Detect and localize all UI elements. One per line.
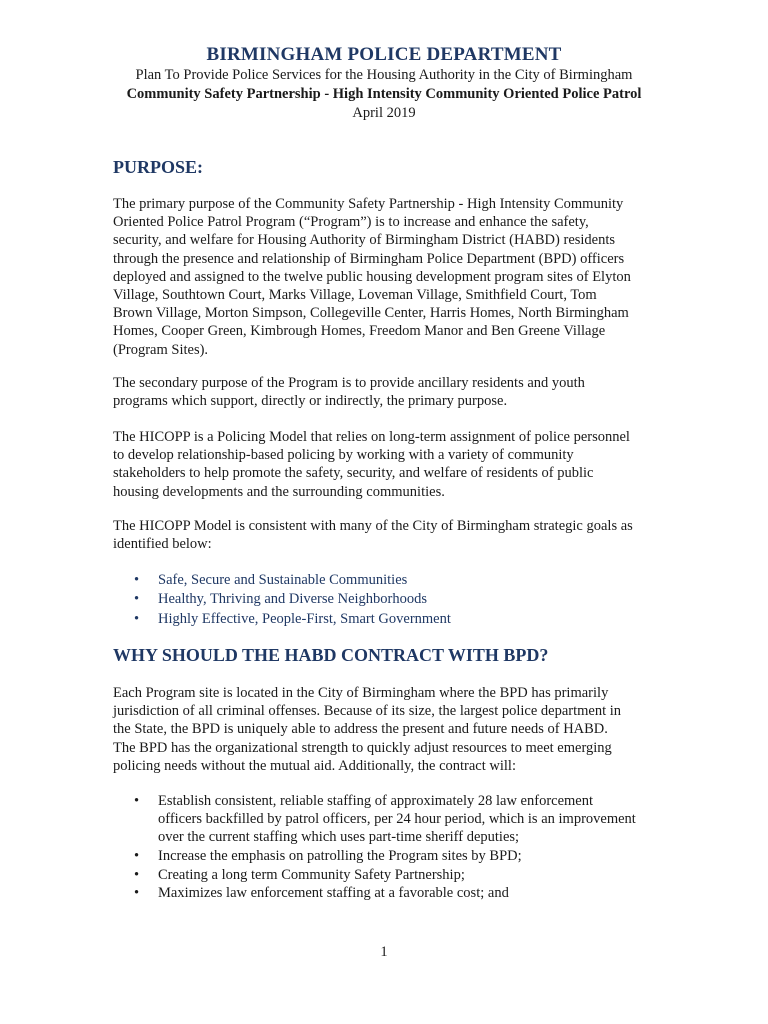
text-line: The BPD has the organizational strength to quickly adjust resources to meet emerging [113,739,612,756]
text-line: The secondary purpose of the Program is to provide ancillary residents and youth [113,375,585,391]
bullet-icon: • [134,591,140,608]
text-line: the State, the BPD is uniquely able to address the present and future needs of HABD. [113,721,608,738]
strategic-goals-list [113,571,673,629]
text-line: The HICOPP Model is consistent with many of the City of Birmingham strategic goals as [113,518,633,534]
list-item [113,792,673,847]
text-line: Village, Southtown Court, Marks Village, Loveman Village, Smithfield Court, Tom [113,287,597,304]
list-item [113,884,673,902]
list-item [113,571,673,590]
text-line: identified below: [113,536,212,553]
text-line: deployed and assigned to the twelve public housing development program sites of Elyton [113,268,631,285]
purpose-paragraph-3 [113,428,661,501]
purpose-paragraph-2 [113,374,661,410]
bullet-icon: • [134,793,140,809]
text-line: Creating a long term Community Safety Partnership; [158,866,465,883]
text-line: The HICOPP is a Policing Model that relies on long-term assignment of police personnel [113,429,630,445]
program-name: Community Safety Partnership - High Intensity Community Oriented Police Patrol [126,86,642,102]
goal-text: Healthy, Thriving and Diverse Neighborhoods [158,591,428,608]
text-line: policing needs without the mutual aid. Additionally, the contract will: [113,757,516,774]
text-line: housing developments and the surrounding communities. [113,483,445,500]
text-line: to develop relationship-based policing by working with a variety of community [113,447,574,464]
text-line: through the presence and relationship of Birmingham Police Department (BPD) officers [113,250,625,267]
bullet-icon: • [134,848,140,864]
text-line: stakeholders to help promote the safety, security, and welfare of residents of public [113,465,594,482]
text-line: Oriented Police Patrol Program (“Program”) is to increase and enhance the safety, [113,214,589,231]
text-line: (Program Sites). [113,341,209,358]
text-line: Brown Village, Morton Simpson, Collegeville Center, Harris Homes, North Birmingham [113,305,629,322]
list-item [113,610,673,629]
text-line: The primary purpose of the Community Safety Partnership - High Intensity Community [113,196,624,212]
text-line: Each Program site is located in the City of Birmingham where the BPD has primarily [113,685,609,701]
text-line: programs which support, directly or indirectly, the primary purpose. [113,393,508,410]
bullet-icon: • [134,572,140,588]
text-line: Homes, Cooper Green, Kimbrough Homes, Freedom Manor and Ben Greene Village [113,323,606,340]
text-line: Maximizes law enforcement staffing at a favorable cost; and [158,885,509,902]
goal-text: Highly Effective, People-First, Smart Government [158,610,451,627]
text-line: over the current staffing which uses part-time sheriff deputies; [158,829,520,846]
page-number: 1 [380,944,388,960]
text-line: Increase the emphasis on patrolling the Program sites by BPD; [158,848,522,864]
purpose-paragraph-1 [113,195,661,359]
text-line: Establish consistent, reliable staffing of approximately 28 law enforcement [158,793,594,809]
document-date: April 2019 [352,105,416,121]
bullet-icon: • [134,610,140,627]
text-line: security, and welfare for Housing Authority of Birmingham District (HABD) residents [113,232,616,249]
goal-text: Safe, Secure and Sustainable Communities [158,572,408,588]
list-item [113,866,673,884]
contract-benefits-list [113,792,673,903]
list-item [113,847,673,865]
bullet-icon: • [134,885,140,902]
why-paragraph-1 [113,684,661,775]
bullet-icon: • [134,866,140,883]
purpose-heading: PURPOSE: [113,157,203,177]
document-title: BIRMINGHAM POLICE DEPARTMENT [206,44,562,65]
list-item [113,590,673,609]
document-subtitle: Plan To Provide Police Services for the Housing Authority in the City of Birmingham [135,67,633,83]
text-line: jurisdiction of all criminal offenses. Because of its size, the largest police department in [113,703,622,720]
purpose-paragraph-4 [113,517,661,553]
text-line: officers backfilled by patrol officers, per 24 hour period, which is an improvement [158,811,636,828]
why-contract-heading: WHY SHOULD THE HABD CONTRACT WITH BPD? [113,645,549,665]
